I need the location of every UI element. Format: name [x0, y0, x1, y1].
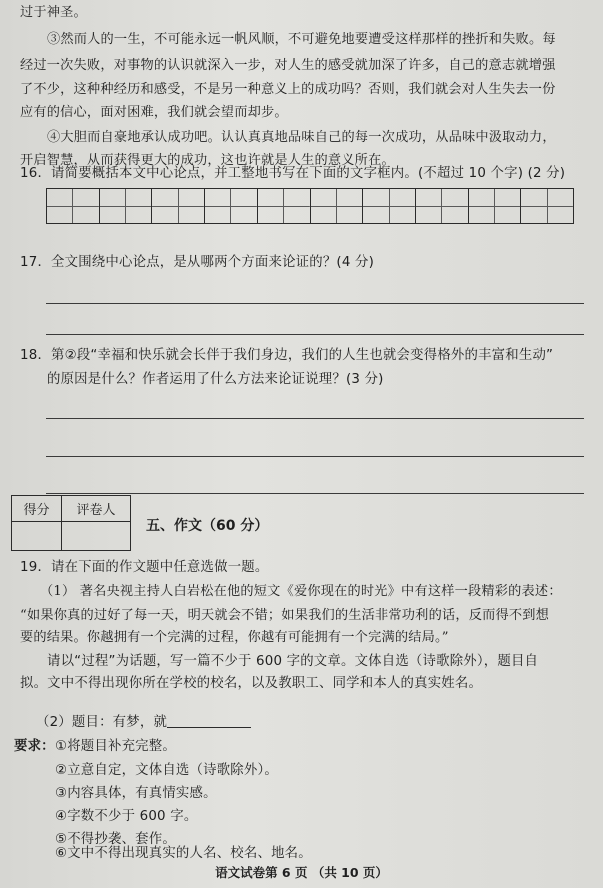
essay-option-1-line: 拟。文中不得出现你所在学校的校名，以及教职工、同学和本人的真实姓名。: [20, 676, 483, 691]
answer-grid-q16[interactable]: [46, 188, 574, 224]
score-table: [11, 495, 131, 551]
requirement-item: ⑥文中不得出现真实的人名、校名、地名。: [55, 846, 312, 861]
answer-line[interactable]: [46, 303, 584, 304]
answer-line[interactable]: [46, 334, 584, 335]
grader-header: 评卷人: [62, 496, 130, 522]
grid-cell[interactable]: [521, 189, 573, 223]
question-17: 17．全文围绕中心论点，是从哪两个方面来论证的？(4 分): [20, 255, 375, 270]
section-title: 五、作文（60 分）: [146, 518, 269, 534]
grid-cell[interactable]: [311, 189, 364, 223]
requirement-item: ②立意自定，文体自选（诗歌除外）。: [55, 763, 278, 778]
essay-option-1-line: 请以“过程”为话题，写一篇不少于 600 字的文章。文体自选（诗歌除外），题目自: [47, 654, 539, 669]
question-18-line-1: 18．第②段“幸福和快乐就会长伴于我们身边，我们的人生也就会变得格外的丰富和生动”: [20, 348, 554, 363]
essay-option-2-text: （2）题目：有梦，就: [36, 715, 168, 730]
passage-line: 经过一次失败，对事物的认识就深入一步，对人生的感受就加深了许多，自己的意志就增强: [20, 58, 556, 73]
passage-line: ④大胆而自豪地承认成功吧。认认真真地品味自己的每一次成功，从品味中汲取动力，: [47, 130, 556, 145]
passage-line: 了不少，这种种经历和感受，不是另一种意义上的成功吗？否则，我们就会对人生失去一份: [20, 82, 556, 97]
page-footer: 语文试卷第 6 页 （共 10 页）: [215, 865, 388, 880]
passage-line: 应有的信心，面对困难，我们就会望而却步。: [20, 105, 288, 120]
grid-cell[interactable]: [100, 189, 153, 223]
requirements-label: 要求：: [14, 739, 55, 754]
title-blank[interactable]: [167, 713, 251, 728]
question-18-line-2: 的原因是什么？作者运用了什么方法来论证说理？(3 分): [47, 372, 384, 387]
passage-line: ③然而人的一生，不可能永远一帆风顺，不可避免地要遭受这样那样的挫折和失败。每: [47, 32, 556, 47]
grid-cell[interactable]: [47, 189, 100, 223]
score-cell[interactable]: [12, 522, 62, 550]
question-16: 16．请简要概括本文中心论点，并工整地书写在下面的文字框内。(不超过 10 个字) (2 分): [20, 166, 566, 181]
passage-line: 过于神圣。: [20, 5, 87, 20]
requirement-item: ①将题目补充完整。: [55, 739, 176, 754]
grid-cell[interactable]: [258, 189, 311, 223]
essay-option-1-line: 要的结果。你越拥有一个完满的过程，你越有可能拥有一个完满的结局。”: [20, 630, 449, 645]
requirement-item: ③内容具体，有真情实感。: [55, 786, 217, 801]
requirement-item: ④字数不少于 600 字。: [55, 809, 198, 824]
essay-option-2: [36, 713, 251, 733]
grid-cell[interactable]: [363, 189, 416, 223]
grid-cell[interactable]: [152, 189, 205, 223]
passage-line: 开启智慧，从而获得更大的成功，这也许就是人生的意义所在。: [20, 153, 395, 168]
score-header: 得分: [12, 496, 62, 522]
question-19: 19．请在下面的作文题中任意选做一题。: [20, 560, 269, 575]
answer-line[interactable]: [46, 456, 584, 457]
grid-cell[interactable]: [469, 189, 522, 223]
answer-line[interactable]: [46, 418, 584, 419]
answer-line[interactable]: [46, 493, 584, 494]
grid-cell[interactable]: [416, 189, 469, 223]
grid-cell[interactable]: [205, 189, 258, 223]
requirement-item: ⑤不得抄袭、套作。: [55, 832, 176, 847]
essay-option-1-line: “如果你真的过好了每一天，明天就会不错；如果我们的生活非常功利的话，反而得不到想: [20, 608, 550, 623]
grader-cell[interactable]: [62, 522, 130, 550]
essay-option-1-line: （1） 著名央视主持人白岩松在他的短文《爱你现在的时光》中有这样一段精彩的表述：: [40, 584, 562, 599]
